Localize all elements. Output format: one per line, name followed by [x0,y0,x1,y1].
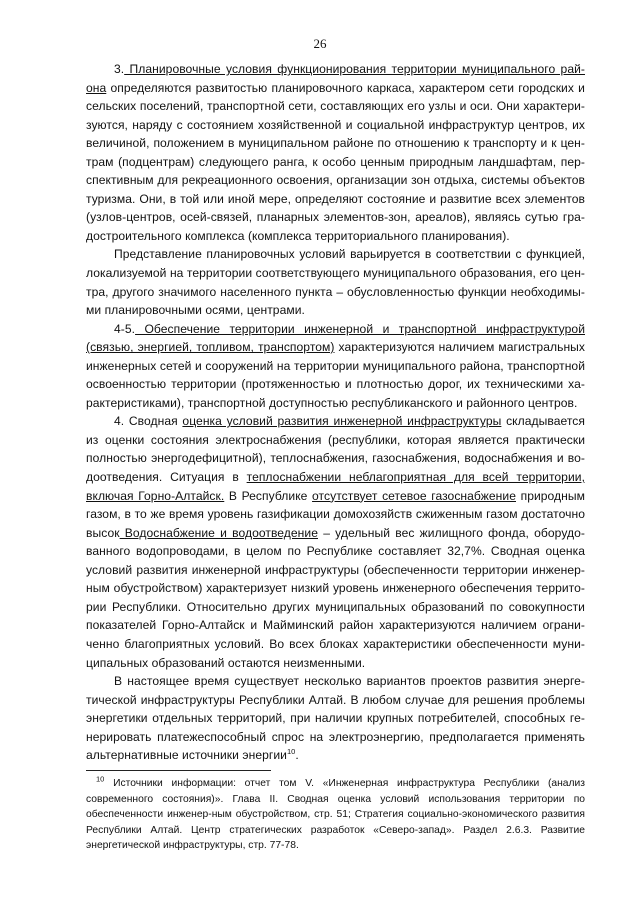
footnote-text: Источники информации: отчет том V. «Инженерная инфраструктура Республики (анализ современного состояния)». Глава II. Сводная оценка условий использования территории по обеспеченности инженер-ным обустройством, стр. 51; Стратегия социально-экономического развития Республики Алтай. Центр стратегических разработок «Северо-запад». Раздел 2.6.3. Развитие энергетической инфраструктуры, стр. 77-78. [86,778,585,852]
footnote [86,776,585,854]
text-run: Представление планировочных условий варьируется в соответствии с функцией, локализуемой на территории соответствующего муниципального образования, его цен-тра, другого значимого населенного пункта – обусловленностью функции необходимы-ми планировочными осями, центрами. [86,247,585,318]
text-run: складывается из оценки состояния электроснабжения (республики, которая является практически полностью энергодефицитной), теплоснабжения, газоснабжения, водоснабжения и во-доотведения. Ситуация в [86,414,586,485]
underlined-text: Обеспечение территории инженерной и транспортной инфраструктурой (связью, энергией, топливом, транспортом) [86,321,585,355]
paragraph [86,412,585,672]
text-run: – удельный вес жилищного фонда, оборудо-ванного водопроводами, в целом по Республике составляет 32,7%. Сводная оценка условий развития инженерной инфраструктуры (обеспеченности территории инженер-ным обустройством) характеризует низкий уровень инженерного обеспечения террито-рии Республики. Относительно других муниципальных образований по совокупности показателей Горно-Алтайск и Майминский район характеризуются наличием ограни-ченно благоприятных условий. Во всех блоках характеристики обеспеченности муни-ципальных образований остаются неизменными. [86,525,585,670]
text-run: В настоящее время существует несколько вариантов проектов развития энерге-тической инфраструктуры Республики Алтай. В любом случае для решения проблемы энергетики отдельных территорий, при наличии крупных потребителей, способных ге-нерировать платежеспособный спрос на электроэнергию, предполагается применять альтернативные источники энергии [86,674,585,763]
text-run: В Республике [224,488,313,503]
text-run: 3. [114,62,125,76]
footnote-marker: 10 [96,774,105,784]
underlined-text: теплоснабжении неблагоприятная для всей территории, включая Горно-Алтайск. [86,470,585,503]
paragraph [86,60,585,245]
paragraph [86,320,585,413]
text-run: определяются развитостью планировочного каркаса, характером сети городских и сельских поселений, транспортной сети, составляющих его узлы и оси. Они характери-зуются, наряду с состоянием хозяйственной и социальной инфраструктур центров, их величиной, положением в муниципальном районе по отношению к транспорту и к цен-трам (подцентрам) следующего ранга, к особо ценным природным ландшафтам, пер-спективным для рекреационного освоения, организации зон отдыха, системы объектов туризма. Они, в той или иной мере, определяют состояние и развитие всех элементов (узлов-центров, осей-связей, планарных элементов-зон, ареалов), являясь сутью гра-достроительного комплекса (комплекса территориального планирования). [86,80,585,243]
body-text [86,60,585,765]
text-run: характеризуются наличием магистральных инженерных сетей и сооружений на территории муниципального района, транспортной освоенностью территории (протяженностью и плотностью дорог, их техническими ха-рактеристиками), транспортной доступностью республиканского и районного центров. [86,340,586,410]
underlined-text: оценка условий развития инженерной инфраструктуры [182,414,502,429]
text-run: 4-5. [114,321,136,336]
underlined-text: Планировочные условия функционирования территории муниципального рай-она [86,62,585,95]
paragraph [86,672,585,765]
footnote-reference: 10 [286,747,296,757]
underlined-text: Водоснабжение и водоотведение [119,525,318,540]
page-number: 26 [313,36,327,51]
text-run: . [295,748,299,763]
underlined-text: отсутствует сетевое газоснабжение [312,488,516,503]
footnote-divider [86,770,271,771]
text-run: 4. Сводная [114,414,183,429]
paragraph [86,245,585,319]
text-run: природным газом, в то же время уровень газификации домохозяйств сжиженным газом достаточно высок [86,488,585,540]
